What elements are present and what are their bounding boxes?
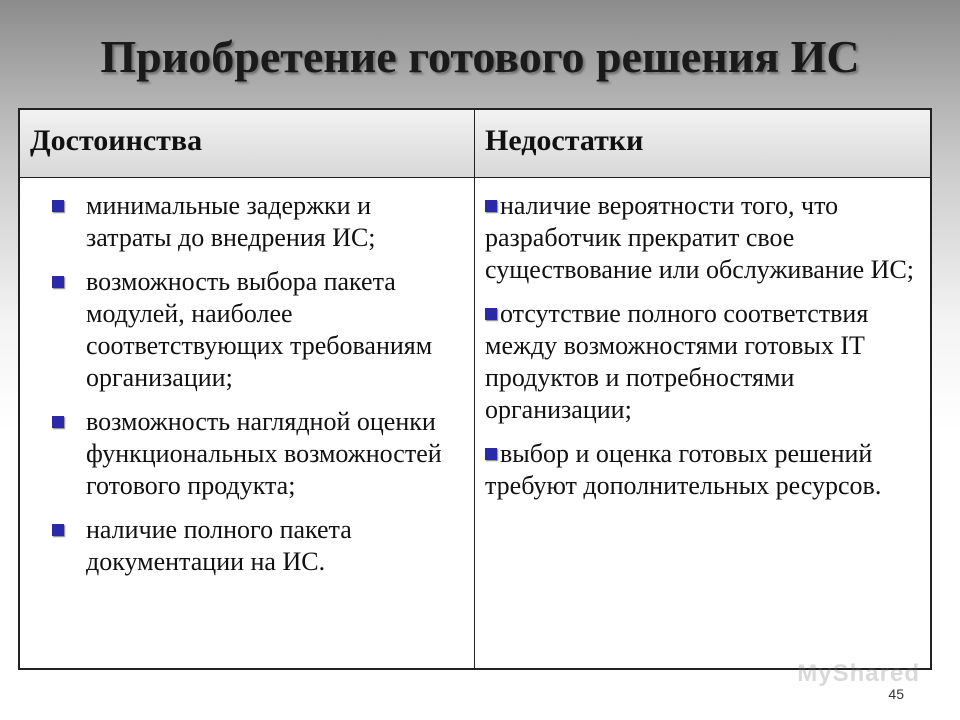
advantages-list	[20, 178, 475, 668]
advantage-text: минимальные задержки и затраты до внедрения ИС;	[86, 191, 376, 252]
page-number: 45	[888, 686, 904, 702]
disadvantage-text: наличие вероятности того, что разработчик прекратит свое существование или обслуживание ИС;	[485, 191, 915, 284]
square-bullet-icon	[485, 448, 497, 460]
disadvantages-list	[475, 178, 930, 668]
disadvantage-text: отсутствие полного соответствия между возможностями готовых IT продуктов и потребностями организации;	[485, 299, 869, 424]
slide-title: Приобретение готового решения ИС	[100, 31, 860, 82]
square-bullet-icon	[52, 524, 64, 536]
comparison-table	[18, 108, 932, 670]
advantage-text: наличие полного пакета документации на ИС.	[86, 515, 352, 576]
watermark: MyShared	[797, 660, 920, 687]
list-item	[485, 438, 916, 502]
list-item	[30, 514, 454, 578]
list-item	[485, 298, 916, 426]
list-item	[30, 406, 454, 502]
square-bullet-icon	[485, 200, 497, 212]
list-item	[485, 190, 916, 286]
advantage-text: возможность наглядной оценки функциональных возможностей готового продукта;	[86, 407, 442, 500]
list-item	[30, 190, 454, 254]
square-bullet-icon	[52, 416, 64, 428]
advantage-text: возможность выбора пакета модулей, наиболее соответствующих требованиям организации;	[86, 267, 433, 392]
disadvantage-text: выбор и оценка готовых решений требуют дополнительных ресурсов.	[485, 439, 882, 500]
header-advantages: Достоинства	[20, 110, 475, 178]
square-bullet-icon	[52, 276, 64, 288]
square-bullet-icon	[485, 308, 497, 320]
list-item	[30, 266, 454, 394]
header-disadvantages: Недостатки	[475, 110, 930, 178]
square-bullet-icon	[52, 200, 64, 212]
